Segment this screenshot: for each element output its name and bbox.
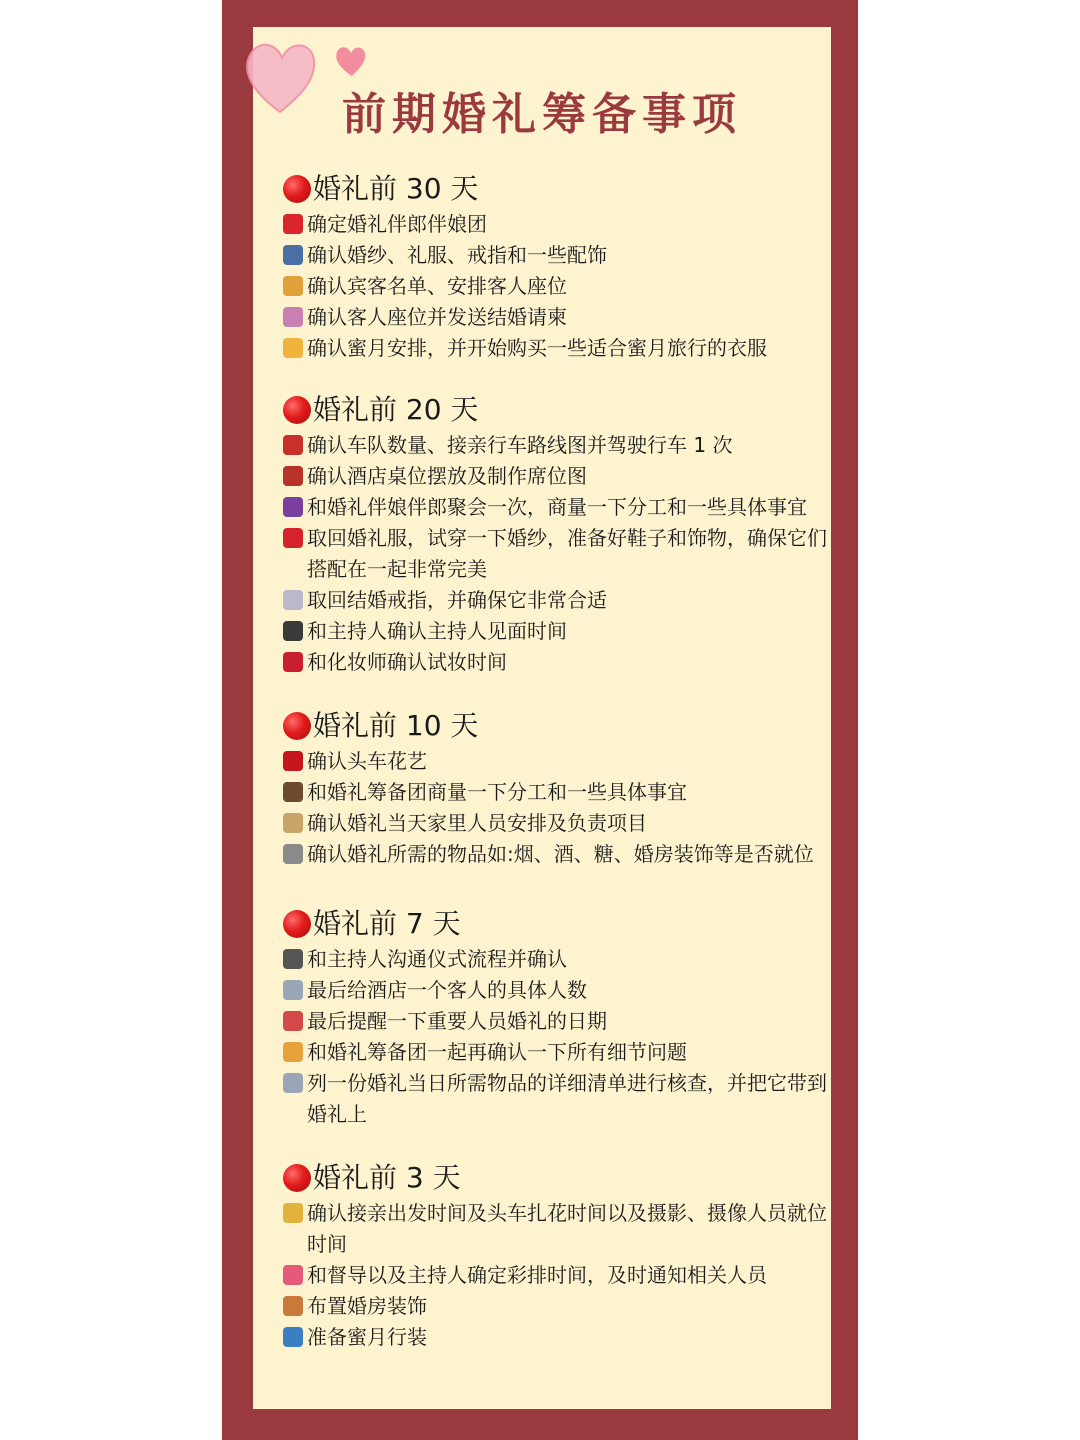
list-item — [283, 585, 828, 616]
list-item-text: 确认接亲出发时间及头车扎花时间以及摄影、摄像人员就位时间 — [307, 1201, 827, 1256]
section-heading — [283, 169, 828, 209]
list-item-text: 取回结婚戒指，并确保它非常合适 — [307, 588, 607, 612]
document-icon — [283, 980, 303, 1000]
beach-icon — [283, 338, 303, 358]
list-item — [283, 523, 828, 585]
section-heading-text: 婚礼前 20 天 — [313, 393, 479, 426]
page-icon — [283, 1073, 303, 1093]
section-heading-text: 婚礼前 7 天 — [313, 907, 461, 940]
list-item — [283, 975, 828, 1006]
section-2 — [283, 390, 828, 678]
list-item-text: 取回婚礼服，试穿一下婚纱，准备好鞋子和饰物，确保它们搭配在一起非常完美 — [307, 526, 827, 581]
memo-icon — [283, 1203, 303, 1223]
list-item-text: 和婚礼伴娘伴郎聚会一次，商量一下分工和一些具体事宜 — [307, 495, 807, 519]
red-circle-icon — [283, 396, 311, 424]
section-4 — [283, 904, 828, 1130]
love-letter-icon — [283, 1265, 303, 1285]
rose-icon — [283, 751, 303, 771]
list-item-text: 确定婚礼伴郎伴娘团 — [307, 212, 487, 236]
list-item — [283, 1006, 828, 1037]
red-circle-icon — [283, 910, 311, 938]
clipboard-icon — [283, 844, 303, 864]
list-item-text: 和婚礼筹备团商量一下分工和一些具体事宜 — [307, 780, 687, 804]
task-list — [283, 430, 828, 678]
list-item — [283, 209, 828, 240]
coffee-icon — [283, 782, 303, 802]
section-3 — [283, 706, 828, 870]
list-item-text: 最后提醒一下重要人员婚礼的日期 — [307, 1009, 607, 1033]
list-item — [283, 1322, 828, 1353]
section-heading-text: 婚礼前 3 天 — [313, 1161, 461, 1194]
list-item — [283, 647, 828, 678]
list-item-text: 确认客人座位并发送结婚请柬 — [307, 305, 567, 329]
list-item — [283, 1291, 828, 1322]
list-item-text: 确认婚礼所需的物品如:烟、酒、糖、婚房装饰等是否就位 — [307, 842, 814, 866]
list-item — [283, 1037, 828, 1068]
list-item — [283, 271, 828, 302]
list-item-text: 确认婚礼当天家里人员安排及负责项目 — [307, 811, 647, 835]
suit-icon — [283, 245, 303, 265]
microphone-icon — [283, 949, 303, 969]
red-circle-icon — [283, 712, 311, 740]
task-list — [283, 209, 828, 364]
chapel-icon — [283, 307, 303, 327]
list-item-text: 确认婚纱、礼服、戒指和一些配饰 — [307, 243, 607, 267]
list-item-text: 最后给酒店一个客人的具体人数 — [307, 978, 587, 1002]
list-item — [283, 616, 828, 647]
section-1 — [283, 169, 828, 364]
list-item-text: 和主持人确认主持人见面时间 — [307, 619, 567, 643]
page-title: 前期婚礼筹备事项 — [342, 89, 742, 140]
list-item-text: 和婚礼筹备团一起再确认一下所有细节问题 — [307, 1040, 687, 1064]
dancer-icon — [283, 214, 303, 234]
bowl-icon — [283, 466, 303, 486]
scroll-icon — [283, 813, 303, 833]
task-list — [283, 746, 828, 870]
list-item — [283, 746, 828, 777]
high-heel-icon — [283, 528, 303, 548]
list-item-text: 确认头车花艺 — [307, 749, 427, 773]
technologist-icon — [283, 1042, 303, 1062]
list-item — [283, 1198, 828, 1260]
section-heading — [283, 1158, 828, 1198]
section-heading-text: 婚礼前 30 天 — [313, 172, 479, 205]
list-item-text: 确认宾客名单、安排客人座位 — [307, 274, 567, 298]
calendar-icon — [283, 1011, 303, 1031]
surfer-icon — [283, 1327, 303, 1347]
list-item-text: 和督导以及主持人确定彩排时间，及时通知相关人员 — [307, 1263, 767, 1287]
man-icon — [283, 621, 303, 641]
list-item-text: 准备蜜月行装 — [307, 1325, 427, 1349]
task-list — [283, 944, 828, 1130]
section-heading-text: 婚礼前 10 天 — [313, 709, 479, 742]
family-icon — [283, 276, 303, 296]
list-item — [283, 839, 828, 870]
section-heading — [283, 904, 828, 944]
list-item — [283, 240, 828, 271]
list-item — [283, 302, 828, 333]
section-heading — [283, 390, 828, 430]
list-item — [283, 808, 828, 839]
lipstick-icon — [283, 652, 303, 672]
section-heading — [283, 706, 828, 746]
list-item-text: 列一份婚礼当日所需物品的详细清单进行核查，并把它带到婚礼上 — [307, 1071, 827, 1126]
section-5 — [283, 1158, 828, 1353]
ring-icon — [283, 590, 303, 610]
list-item — [283, 430, 828, 461]
list-item — [283, 492, 828, 523]
list-item — [283, 461, 828, 492]
list-item — [283, 944, 828, 975]
list-item-text: 和化妆师确认试妆时间 — [307, 650, 507, 674]
red-circle-icon — [283, 1164, 311, 1192]
list-item — [283, 1260, 828, 1291]
car-icon — [283, 435, 303, 455]
dancing-man-icon — [283, 497, 303, 517]
list-item-text: 布置婚房装饰 — [307, 1294, 427, 1318]
house-icon — [283, 1296, 303, 1316]
red-circle-icon — [283, 175, 311, 203]
list-item-text: 确认蜜月安排，并开始购买一些适合蜜月旅行的衣服 — [307, 336, 767, 360]
list-item — [283, 333, 828, 364]
list-item-text: 确认车队数量、接亲行车路线图并驾驶行车 1 次 — [307, 433, 733, 457]
list-item — [283, 777, 828, 808]
list-item-text: 确认酒店桌位摆放及制作席位图 — [307, 464, 587, 488]
list-item — [283, 1068, 828, 1130]
task-list — [283, 1198, 828, 1353]
list-item-text: 和主持人沟通仪式流程并确认 — [307, 947, 567, 971]
